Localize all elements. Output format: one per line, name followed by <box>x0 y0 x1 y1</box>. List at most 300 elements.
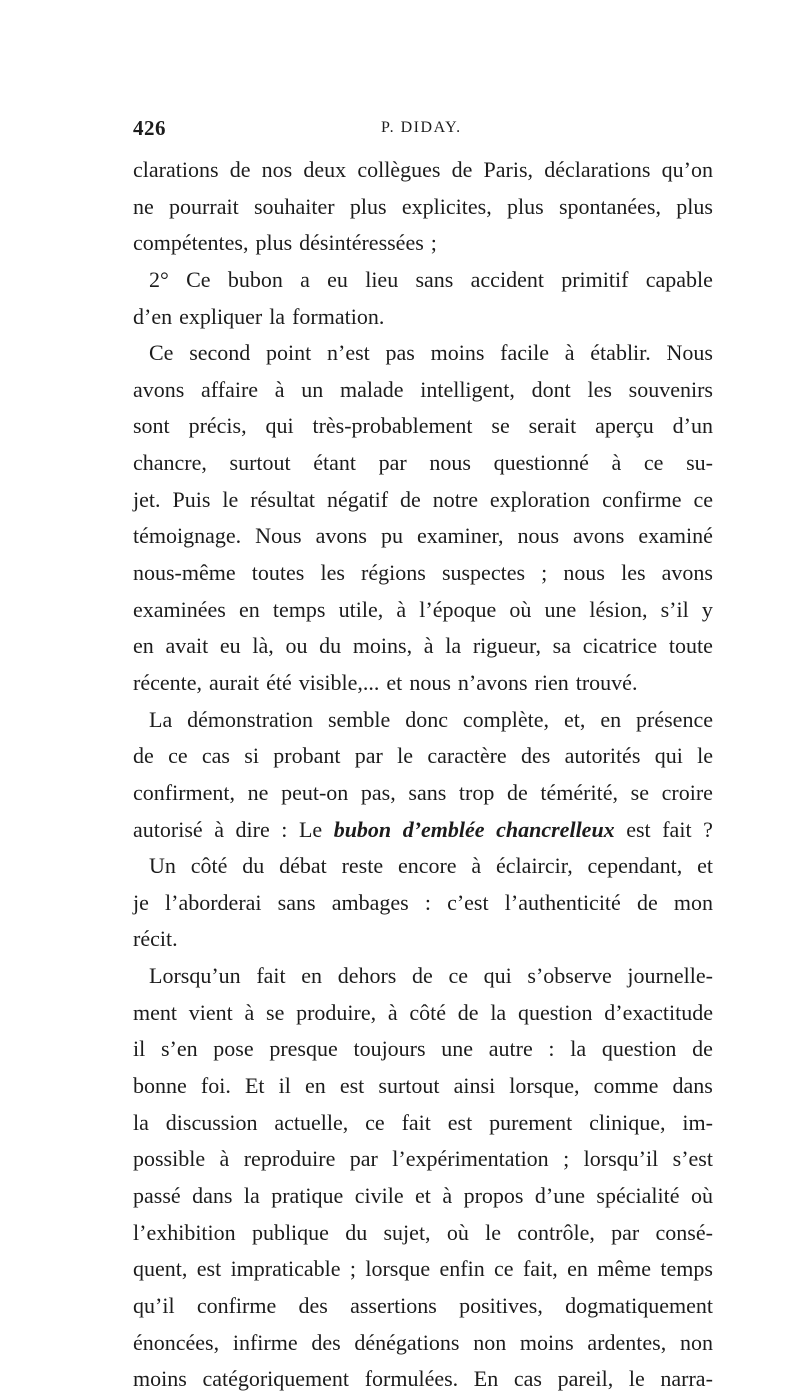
word: en <box>304 1073 326 1099</box>
text-line <box>133 225 713 262</box>
word: en <box>133 633 154 659</box>
word: moins <box>519 1329 574 1355</box>
text-line <box>133 812 713 849</box>
word: 2° <box>149 266 169 292</box>
word: pu <box>380 523 403 549</box>
word: temps <box>272 596 326 622</box>
word: sans <box>408 779 447 805</box>
word: sa <box>552 633 571 659</box>
word: avons <box>133 376 185 402</box>
word: deux <box>303 157 347 182</box>
word: dénégations <box>354 1329 460 1355</box>
word: publique <box>251 1219 329 1245</box>
word: d’exactitude <box>604 999 713 1025</box>
word: examinées <box>133 596 226 622</box>
word: n’est <box>327 340 370 366</box>
word: côté <box>409 999 447 1025</box>
word: Ce <box>186 266 211 292</box>
word: se <box>630 779 649 805</box>
word: im- <box>682 1109 713 1135</box>
word: foi. <box>200 1073 231 1099</box>
word: collègues <box>357 157 441 182</box>
word: sans <box>277 889 316 915</box>
text-line <box>133 1178 713 1215</box>
word: impraticable <box>230 1256 341 1282</box>
word: pose <box>213 1036 254 1062</box>
word: l’aborderai <box>165 889 262 915</box>
word: fait <box>662 816 692 842</box>
word: lorsqu’il <box>583 1146 659 1172</box>
word: propos <box>463 1182 524 1208</box>
word: des <box>298 1292 328 1318</box>
text-line <box>133 299 713 336</box>
word: c’est <box>447 889 489 915</box>
text-line <box>133 189 713 226</box>
word: une <box>544 596 577 622</box>
word: ce <box>693 486 713 512</box>
word: dogmatiquement <box>565 1292 713 1318</box>
word: en <box>567 1256 588 1282</box>
word: nos <box>261 157 293 182</box>
word: il <box>278 1073 291 1099</box>
word: Paris, <box>483 157 534 182</box>
word: s’en <box>160 1036 198 1062</box>
word: un <box>301 376 324 402</box>
word: fait <box>401 1109 431 1135</box>
word: à <box>611 450 622 476</box>
text-line <box>133 665 713 702</box>
word: qu’on <box>661 157 713 182</box>
text-line <box>133 1215 713 1252</box>
text-line <box>133 1288 713 1325</box>
word: ne <box>247 779 269 805</box>
word: des <box>521 743 551 769</box>
word: à <box>564 340 575 366</box>
word: du <box>345 1219 368 1245</box>
text-line <box>133 702 713 739</box>
word: précis, <box>188 413 247 439</box>
word: reproduire <box>243 1146 336 1172</box>
word: et <box>697 853 713 879</box>
word: la <box>243 1182 260 1208</box>
word: cicatrice <box>582 633 658 659</box>
word: Un <box>149 853 176 879</box>
text-line <box>133 628 713 665</box>
word: dire <box>235 816 270 842</box>
word: second <box>189 340 251 366</box>
word: de <box>412 963 433 989</box>
word: la <box>445 633 462 659</box>
word: énoncées, <box>133 1329 220 1355</box>
word: examiner, <box>416 523 504 549</box>
word: par <box>349 1146 378 1172</box>
word: d’un <box>672 413 713 439</box>
word: à <box>396 596 407 622</box>
word: si <box>244 743 259 769</box>
word: plus <box>676 193 713 219</box>
word: plus <box>349 193 387 219</box>
word: Ce <box>149 340 174 366</box>
word: de <box>507 779 528 805</box>
word: serait <box>528 413 577 439</box>
text-line <box>133 592 713 629</box>
word: y <box>701 596 713 622</box>
word: lorsque <box>365 1256 431 1282</box>
emphasis-word: d’emblée <box>402 816 485 842</box>
word: des <box>311 1329 341 1355</box>
word: à <box>442 1182 453 1208</box>
word: l’exhibition <box>133 1219 236 1245</box>
word: n’avons <box>457 669 528 695</box>
word: compétentes, <box>133 230 249 256</box>
body-text <box>133 152 713 1398</box>
word: Puis <box>172 486 211 512</box>
word: capable <box>645 266 713 292</box>
text-line <box>133 372 713 409</box>
word: éclaircir, <box>496 853 573 879</box>
word: formation. <box>292 303 385 329</box>
word: purement <box>489 1109 573 1135</box>
word: qui <box>265 413 294 439</box>
word: se <box>491 413 510 439</box>
word: régions <box>361 560 426 586</box>
word: le <box>697 743 713 769</box>
word: discussion <box>165 1109 258 1135</box>
page-number: 426 <box>133 116 166 140</box>
word: il <box>133 1036 146 1062</box>
word: je <box>133 889 149 915</box>
word: toute <box>668 633 713 659</box>
word: ; <box>430 230 437 256</box>
word: le <box>397 743 414 769</box>
word: eu <box>219 633 241 659</box>
word: ne <box>133 193 154 219</box>
word: par <box>354 743 383 769</box>
word: probant <box>273 743 341 769</box>
word: très-probablement <box>312 413 473 439</box>
word: qu’il <box>133 1292 175 1318</box>
text-line <box>133 1361 713 1398</box>
word: primitif <box>561 266 629 292</box>
word: est <box>447 1109 473 1135</box>
word: non <box>473 1329 507 1355</box>
word: presque <box>269 1036 338 1062</box>
text-line <box>133 738 713 775</box>
word: de <box>400 486 421 512</box>
word: les <box>621 560 646 586</box>
word: et, <box>564 706 586 732</box>
word: assertions <box>350 1292 437 1318</box>
word: ment <box>133 999 177 1025</box>
word: ce <box>643 450 664 476</box>
word: qui <box>654 743 683 769</box>
word: l’époque <box>419 596 497 622</box>
word: résultat <box>250 486 315 512</box>
text-line <box>133 848 713 885</box>
word: ardentes, <box>587 1329 667 1355</box>
word: à <box>423 633 434 659</box>
text-line <box>133 335 713 372</box>
text-line <box>133 555 713 592</box>
word: confirme <box>196 1292 277 1318</box>
word: par <box>611 1219 640 1245</box>
word: intelligent, <box>420 376 515 402</box>
word: est <box>339 1073 365 1099</box>
word: où <box>509 596 532 622</box>
text-line <box>133 482 713 519</box>
word: Nous <box>666 340 713 366</box>
word: de <box>636 889 658 915</box>
word: du <box>319 633 342 659</box>
word: : <box>281 816 288 842</box>
word: surtout <box>229 450 291 476</box>
word: d’une <box>534 1182 585 1208</box>
word: s’est <box>672 1146 713 1172</box>
word: ou <box>285 633 308 659</box>
word: moins <box>133 1366 187 1392</box>
word: toutes <box>251 560 305 586</box>
word: bonne <box>133 1073 187 1099</box>
word: confirment, <box>133 779 236 805</box>
word: nous <box>517 523 560 549</box>
emphasis-word: chancrelleux <box>496 816 615 842</box>
text-line <box>133 1068 713 1105</box>
word: mon <box>673 889 713 915</box>
text-line <box>133 445 713 482</box>
word: de <box>229 157 251 182</box>
word: narra- <box>660 1366 713 1392</box>
word: à <box>387 999 398 1025</box>
word: la <box>570 1036 587 1062</box>
word: souhaiter <box>253 193 335 219</box>
word: établir. <box>590 340 651 366</box>
word: pareil, <box>557 1366 614 1392</box>
word: pratique <box>271 1182 344 1208</box>
word: aurait <box>209 669 260 695</box>
word: aperçu <box>595 413 654 439</box>
word: autre <box>488 1036 533 1062</box>
word: fait <box>256 963 286 989</box>
word: plus <box>255 230 293 256</box>
word: est <box>196 1256 222 1282</box>
word: en <box>301 963 323 989</box>
word: pourrait <box>169 193 239 219</box>
word: ce <box>494 1256 514 1282</box>
word: rien <box>534 669 569 695</box>
text-line <box>133 1325 713 1362</box>
text-line <box>133 408 713 445</box>
word: a <box>300 266 310 292</box>
word: dont <box>531 376 571 402</box>
word: pas <box>385 340 415 366</box>
word: une <box>441 1036 474 1062</box>
word: peut-on <box>281 779 349 805</box>
word: exploration <box>489 486 591 512</box>
word: la <box>490 999 507 1025</box>
word: vient <box>188 999 233 1025</box>
word: à <box>214 816 224 842</box>
word: notre <box>432 486 478 512</box>
word: Et <box>244 1073 265 1099</box>
word: de <box>133 743 154 769</box>
word: lorsque, <box>509 1073 580 1099</box>
word: donc <box>405 706 448 732</box>
word: qui <box>483 963 512 989</box>
word: à <box>471 853 482 879</box>
text-line <box>133 921 713 958</box>
word: ainsi <box>453 1073 496 1099</box>
word: nous <box>429 450 471 476</box>
page-header <box>133 116 713 146</box>
word: ; <box>563 1146 570 1172</box>
word: la <box>269 303 286 329</box>
word: cependant, <box>587 853 683 879</box>
word: affaire <box>201 376 259 402</box>
word: passé <box>133 1182 181 1208</box>
word: même <box>597 1256 652 1282</box>
text-line <box>133 1105 713 1142</box>
word: nous-même <box>133 560 236 586</box>
word: sujet, <box>383 1219 431 1245</box>
word: bubon <box>227 266 283 292</box>
word: question <box>517 999 593 1025</box>
word: clarations <box>133 157 219 182</box>
word: clinique, <box>589 1109 666 1135</box>
word: cas <box>513 1366 542 1392</box>
word: ce <box>365 1109 385 1135</box>
word: semble <box>327 706 391 732</box>
word: débat <box>279 853 327 879</box>
word: et <box>386 669 403 695</box>
word: confirme <box>602 486 682 512</box>
word: les <box>587 376 612 402</box>
word: positives, <box>459 1292 543 1318</box>
word: témérité, <box>540 779 618 805</box>
word: dehors <box>337 963 397 989</box>
word: toujours <box>353 1036 426 1062</box>
text-line <box>133 1141 713 1178</box>
text-line <box>133 885 713 922</box>
word: : <box>548 1036 555 1062</box>
word: à <box>244 999 255 1025</box>
word: dans <box>192 1182 233 1208</box>
word: de <box>457 999 479 1025</box>
word: trouvé. <box>575 669 638 695</box>
word: est <box>626 816 651 842</box>
word: visible,... <box>298 669 380 695</box>
word: Le <box>298 816 323 842</box>
word: cas <box>201 743 230 769</box>
word: là, <box>252 633 274 659</box>
word: moins <box>430 340 485 366</box>
word: autorités <box>564 743 641 769</box>
word: en <box>600 706 622 732</box>
word: à <box>219 1146 230 1172</box>
word: caractère <box>427 743 507 769</box>
word: sont <box>133 413 170 439</box>
word: démonstration <box>187 706 314 732</box>
word: non <box>679 1329 713 1355</box>
word: plus <box>506 193 544 219</box>
word: su- <box>686 450 713 476</box>
word: étant <box>313 450 357 476</box>
word: par <box>378 450 407 476</box>
word: enfin <box>439 1256 485 1282</box>
word: En <box>473 1366 499 1392</box>
word: l’authenticité <box>504 889 621 915</box>
word: chancre, <box>133 450 207 476</box>
word: produire, <box>296 999 377 1025</box>
word: lieu <box>365 266 399 292</box>
word: infirme <box>232 1329 298 1355</box>
word: nous <box>409 669 451 695</box>
text-line <box>133 775 713 812</box>
emphasis-word: bubon <box>333 816 392 842</box>
word: formulées. <box>364 1366 459 1392</box>
word: civile <box>354 1182 404 1208</box>
word: journelle- <box>627 963 713 989</box>
word: reste <box>341 853 384 879</box>
word: dans <box>672 1073 713 1099</box>
word: récit. <box>133 926 178 952</box>
word: quent, <box>133 1256 188 1282</box>
word: utile, <box>338 596 384 622</box>
text-line <box>133 1251 713 1288</box>
text-line <box>133 152 713 189</box>
word: jet. <box>133 486 161 512</box>
text-line <box>133 262 713 299</box>
word: point <box>266 340 312 366</box>
word: La <box>149 706 173 732</box>
word: à <box>274 376 285 402</box>
word: souvenirs <box>628 376 713 402</box>
word: eu <box>327 266 348 292</box>
word: le <box>222 486 239 512</box>
word: déclarations <box>544 157 651 182</box>
word: témoignage. <box>133 523 242 549</box>
word: côté <box>190 853 228 879</box>
word: malade <box>339 376 404 402</box>
word: comme <box>593 1073 659 1099</box>
word: présence <box>636 706 713 732</box>
word: désintéressées <box>299 230 424 256</box>
word: ; <box>349 1256 356 1282</box>
word: trop <box>458 779 495 805</box>
word: facile <box>500 340 550 366</box>
word: suspectes <box>441 560 526 586</box>
word: surtout <box>378 1073 440 1099</box>
word: avait <box>165 633 209 659</box>
word: examiné <box>638 523 713 549</box>
word: accident <box>470 266 544 292</box>
word: s’il <box>660 596 689 622</box>
word: ? <box>703 816 713 842</box>
word: question <box>601 1036 677 1062</box>
word: contrôle, <box>517 1219 595 1245</box>
word: ambages <box>331 889 409 915</box>
word: autorisé <box>133 816 203 842</box>
word: possible <box>133 1146 206 1172</box>
text-line <box>133 518 713 555</box>
word: complète, <box>462 706 550 732</box>
word: le <box>628 1366 645 1392</box>
word: moins, <box>352 633 413 659</box>
word: récente, <box>133 669 202 695</box>
word: où <box>690 1182 713 1208</box>
word: nous <box>563 560 605 586</box>
word: la <box>133 1109 149 1135</box>
word: avons <box>315 523 367 549</box>
